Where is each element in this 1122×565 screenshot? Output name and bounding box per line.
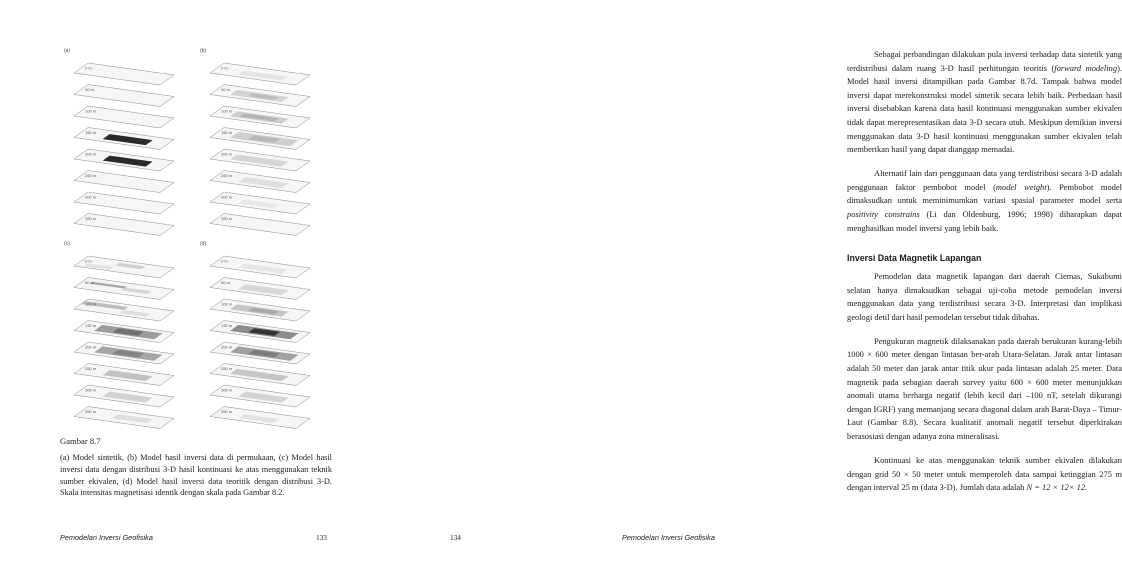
depth-slice: [74, 407, 174, 429]
paragraph: [847, 48, 1122, 157]
depth-slice: [210, 342, 310, 364]
paragraph: Pengukuran magnetik dilaksanakan pada daerah berukuran kurang-lebih 1000 × 600 meter dengan lintasan ber-arah Utara-Selatan. Jarak antar lintasan adalah 50 meter dan jarak antar titik ukur pada lintasan adalah 25 meter. Data magnetik pada sebagian daerah survey yaitu 600 × 600 meter menunjukkan anomali utama berharga negatif (lebih kecil dari –100 nT, setelah dikurangi dengan IGRF) yang memanjang secara diagonal dalam arah Barat-Daya – Timur-Laut (Gambar 8.8). Secara kualitatif anomali negatif tersebut diperkirakan berasosiasi dengan adanya zona mineralisasi.: [847, 335, 1122, 442]
depth-label: 200 m: [85, 344, 97, 350]
italic-term: model weight: [995, 181, 1047, 192]
depth-label: 300 m: [221, 194, 233, 200]
depth-label: 200 m: [85, 151, 97, 157]
depth-label: 250 m: [221, 173, 233, 178]
depth-slice: [210, 63, 310, 85]
depth-slice: [74, 106, 174, 128]
depth-label: 350 m: [85, 216, 97, 221]
depth-slice: [74, 299, 174, 321]
math-expression: N = 12 × 12× 12.: [1026, 482, 1088, 493]
depth-label: 200 m: [221, 151, 233, 157]
depth-slice: [74, 321, 174, 343]
footer-book-title: Pemodelan Inversi Geofisika: [60, 533, 153, 542]
section-heading: Inversi Data Magnetik Lapangan: [847, 253, 982, 264]
depth-label: 300 m: [221, 387, 233, 393]
depth-label: 200 m: [221, 344, 233, 350]
footer-book-title: Pemodelan Inversi Geofisika: [622, 533, 715, 542]
depth-label: 0 m: [85, 65, 92, 71]
depth-label: 100 m: [221, 108, 233, 114]
depth-slice: [74, 192, 174, 214]
depth-label: 100 m: [85, 108, 97, 114]
depth-label: 150 m: [221, 130, 233, 135]
text-run: Alternatif lain dari penggunaan data yang terdistribusi secara 3-D adalah penggunaan faktor pembobot model (: [847, 168, 1122, 192]
right-page: [400, 0, 1122, 565]
depth-label: 300 m: [85, 194, 97, 200]
depth-label: 50 m: [221, 87, 231, 92]
slice-stack: [62, 240, 192, 425]
depth-slice: [74, 385, 174, 407]
depth-label: 150 m: [85, 130, 97, 135]
left-page: [0, 0, 400, 565]
depth-slice: [74, 85, 174, 107]
figure-panel-b: [198, 47, 328, 232]
depth-slice: [210, 106, 310, 128]
slice-stack: [198, 47, 328, 232]
depth-label: 0 m: [85, 258, 92, 264]
italic-term: positivity constrains: [847, 208, 920, 219]
panel-label: (a): [64, 48, 71, 54]
depth-label: 300 m: [85, 387, 97, 393]
depth-slice: [210, 256, 310, 278]
page-number: 134: [450, 533, 461, 542]
depth-label: 250 m: [85, 366, 97, 371]
depth-slice: [74, 278, 174, 300]
depth-slice: [210, 321, 310, 343]
text-run: ). Pembobot model dimaksudkan untuk meminimumkan variasi spasial parameter model serta: [847, 181, 1122, 206]
depth-slice: [74, 149, 174, 171]
text-run: Kontinuasi ke atas menggunakan teknik sumber ekivalen dilakukan dengan grid 50 × 50 meter untuk memperoleh data sampai ketinggian 275 m dengan interval 25 m (data 3-D). Jumlah data adalah: [847, 455, 1122, 493]
depth-slice: [210, 214, 310, 236]
panel-label: (c): [64, 241, 70, 247]
depth-label: 50 m: [221, 280, 231, 285]
depth-slice: [210, 407, 310, 429]
depth-slice: [210, 171, 310, 193]
depth-slice: [74, 364, 174, 386]
depth-slice: [210, 364, 310, 386]
slice-stack: [198, 240, 328, 425]
depth-slice: [74, 214, 174, 236]
panel-label: (b): [200, 48, 207, 54]
figure-panel-d: [198, 240, 328, 425]
depth-label: 0 m: [221, 258, 228, 264]
depth-slice: [210, 85, 310, 107]
depth-slice: [210, 385, 310, 407]
depth-slice: [74, 128, 174, 150]
depth-label: 350 m: [221, 409, 233, 414]
text-run: Sebagai perbandingan dilakukan pula inversi terhadap data sintetik yang terdistribusi dalam ruang 3-D hasil perhitungan teoritis (: [847, 49, 1122, 73]
figure-title: Gambar 8.7: [60, 436, 101, 446]
depth-label: 150 m: [221, 323, 233, 328]
depth-slice: [74, 256, 174, 278]
depth-slice: [74, 342, 174, 364]
paragraph: [847, 454, 1122, 495]
depth-slice: [210, 128, 310, 150]
depth-label: 250 m: [221, 366, 233, 371]
paragraph: Pemodelan data magnetik lapangan dari daerah Ciemas, Sukabumi selatan hanya dimaksudkan sebagai uji-coba metode pemodelan inversi menggunakan data yang terdistribusi secara 3-D. Interpretasi dan implikasi geologi detil dari hasil pemodelan tersebut tidak dibahas.: [847, 271, 1122, 322]
depth-slice: [210, 299, 310, 321]
depth-slice: [210, 278, 310, 300]
panel-label: (d): [200, 241, 207, 247]
depth-slice: [74, 63, 174, 85]
depth-slice: [74, 171, 174, 193]
depth-label: 50 m: [85, 87, 95, 92]
figure-panel-c: [62, 240, 192, 425]
depth-label: 350 m: [221, 216, 233, 221]
body-text-column: [847, 48, 1122, 505]
slice-stack: [62, 47, 192, 232]
paragraph: [847, 167, 1122, 235]
depth-slice: [210, 149, 310, 171]
text-run: ). Model hasil inversi ditampilkan pada Gambar 8.7d. Tampak bahwa model inversi dapat merekonstruksi model sintetik secara lebih baik. Perbedaan hasil inversi disebabkan karena data hasil kontinuasi menggunakan sumber ekivalen tidak dapat merepresentasikan data 3-D secara utuh. Meskipun demikian inversi menggunakan data 3-D hasil kontinuasi menggunakan sumber ekivalen telah memberikan hasil yang dapat dianggap memadai.: [847, 62, 1122, 155]
depth-label: 250 m: [85, 173, 97, 178]
depth-label: 100 m: [221, 301, 233, 307]
text-run: (Li dan Oldenburg, 1996; 1998) diharapkan dapat menghasilkan model inversi yang lebih baik.: [847, 208, 1122, 233]
figure-panel-a: [62, 47, 192, 232]
figure-caption: (a) Model sintetik, (b) Model hasil inversi data di permukaan, (c) Model hasil inversi data dengan distribusi 3-D hasil kontinuasi ke atas menggunakan teknik sumber ekivalen, (d) Model hasil inversi data teoritik dengan distribusi 3-D. Skala intensitas magnetisasi identik dengan skala pada Gambar 8.2.: [60, 453, 332, 498]
depth-label: 350 m: [85, 409, 97, 414]
depth-slice: [210, 192, 310, 214]
italic-term: forward modeling: [1054, 62, 1118, 73]
depth-label: 100 m: [85, 301, 97, 307]
depth-label: 50 m: [85, 280, 95, 285]
depth-label: 0 m: [221, 65, 228, 71]
depth-label: 150 m: [85, 323, 97, 328]
page-number: 133: [316, 533, 327, 542]
